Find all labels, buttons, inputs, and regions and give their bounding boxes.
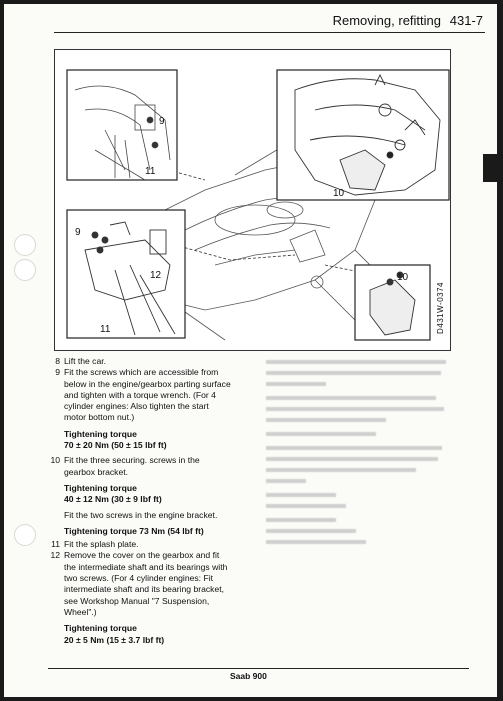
instruction-text: Fit the two screws in the engine bracket. — [64, 509, 218, 520]
technical-illustration — [54, 49, 451, 351]
step-9: 9 Fit the screws which are accessible from below in the engine/gearbox parting surface and tighten with a torque wrench. (For 4 cylinder engines: Also tighten the start motor bottom nut.) — [55, 367, 231, 423]
callout-12: 12 — [150, 270, 162, 281]
step-8: 8 Lift the car. — [55, 356, 107, 366]
step-12: 12 Remove the cover on the gearbox and fit the intermediate shaft and its bearings with two screws. (For 4 cylinder engines: Fit intermediate shaft and its bearing bracket, see Workshop Manual "7 Suspension, Wheel".) — [50, 550, 228, 617]
step-11: 11 Fit the splash plate. — [51, 539, 139, 550]
callout-9: 9 — [159, 116, 165, 127]
callout-11: 11 — [100, 324, 111, 335]
header-rule — [54, 32, 485, 33]
section-tab — [483, 154, 497, 182]
page-title: Removing, refitting — [332, 13, 441, 28]
torque-heading: Tightening torque 73 Nm (54 lbf ft) — [64, 525, 204, 536]
bleed-through-text — [266, 356, 451, 559]
engine-gearbox-diagram — [55, 50, 450, 350]
binder-hole — [14, 259, 36, 281]
callout-10: 10 — [397, 272, 409, 283]
inset-mid-left — [67, 210, 185, 338]
manual-page — [4, 4, 497, 697]
step-10: 10 Fit the three securing. screws in the gearbox bracket. — [50, 455, 200, 477]
footer-model: Saab 900 — [230, 671, 267, 681]
binder-hole — [14, 234, 36, 256]
torque-heading: Tightening torque — [64, 482, 137, 493]
figure-code: D431W-0374 — [436, 282, 445, 334]
callout-9: 9 — [75, 227, 81, 238]
callout-10: 10 — [333, 188, 345, 199]
torque-heading: Tightening torque — [64, 428, 137, 439]
torque-heading: Tightening torque — [64, 623, 137, 634]
torque-value: 70 ± 20 Nm (50 ± 15 lbf ft) — [64, 440, 167, 451]
page-number: 431-7 — [449, 13, 483, 28]
faded-reverse-text — [266, 356, 451, 556]
torque-value: 20 ± 5 Nm (15 ± 3.7 lbf ft) — [64, 634, 165, 645]
instructions-column — [48, 356, 233, 650]
torque-value: 40 ± 12 Nm (30 ± 9 lbf ft) — [64, 494, 162, 505]
callout-11: 11 — [145, 166, 156, 177]
binder-hole — [14, 524, 36, 546]
footer-rule — [48, 668, 469, 669]
